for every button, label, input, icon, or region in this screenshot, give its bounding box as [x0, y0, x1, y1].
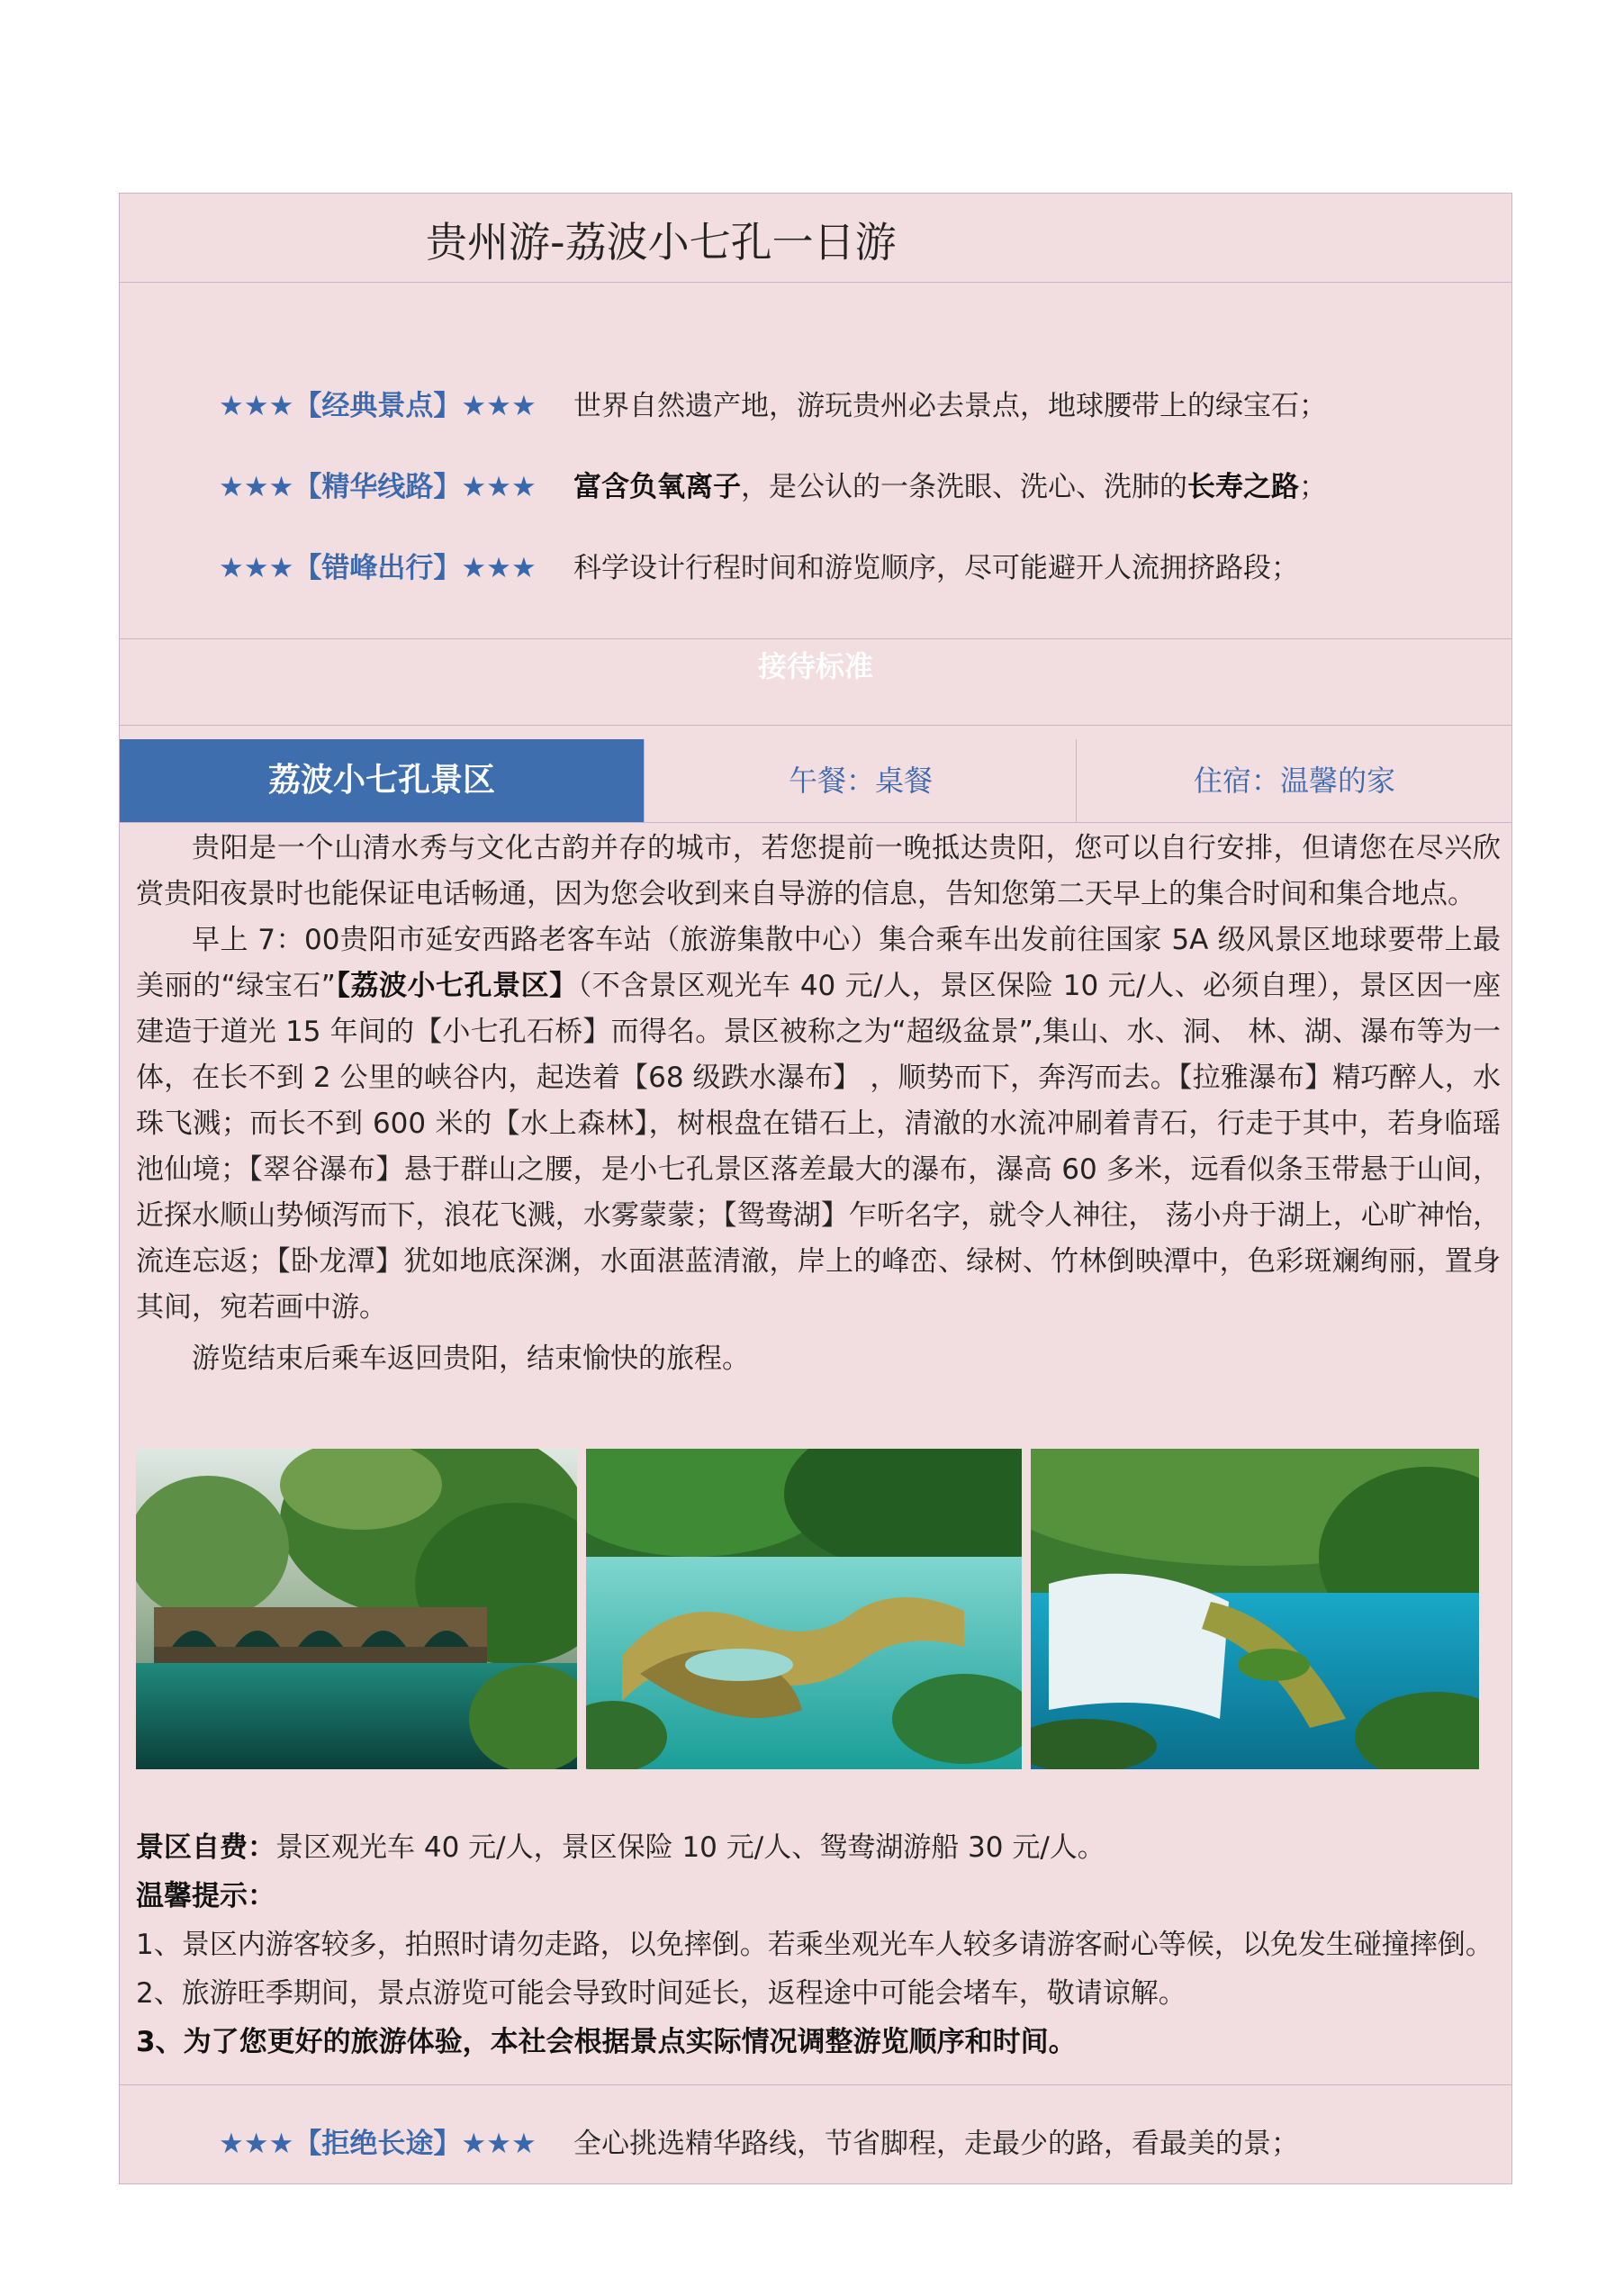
bold-phrase: 富含负氧离子 [573, 471, 741, 503]
feature-desc: 全心挑选精华路线，节省脚程，走最少的路，看最美的景； [573, 2128, 1299, 2160]
paragraph: 早上 7：00贵阳市延安西路老客车站（旅游集散中心）集合乘车出发前往国家 5A 级风景区地球要带上最美丽的“绿宝石”【荔波小七孔景区】（不含景区观光车 40 元/人，景区保险 10 元/人、必须自理），景区因一座建造于道光 15 年间的【小七孔石桥】而得名。景区被称之为“超级盆景”,集山、水、洞、 林、湖、瀑布等为一体，在长不到 2 公里的峡谷内，起迭着【68 级跌水瀑布】 ，顺势而下，奔泻而去。【拉雅瀑布】精巧醉人，水珠飞溅；而长不到 600 米的【水上森林】，树根盘在错石上，清澈的水流冲刷着青石，行走于其中，若身临瑶池仙境；【翠谷瀑布】悬于群山之腰，是小七孔景区落差最大的瀑布，瀑高 60 多米，远看似条玉带悬于山间，近探水顺山势倾泻而下，浪花飞溅，水雾蒙蒙；【鸳鸯湖】乍听名字，就令人神往， 荡小舟于湖上，心旷神怡， 流连忘返；【卧龙潭】犹如地底深渊，水面湛蓝清澈，岸上的峰峦、绿树、竹林倒映潭中，色彩斑斓绚丽，置身其间，宛若画中游。 [136, 924, 1501, 1324]
stay-cell: 住宿：温馨的家 [1076, 739, 1512, 822]
tip-item: 1、景区内游客较多，拍照时请勿走路，以免摔倒。若乘坐观光车人较多请游客耐心等候，以免发生碰撞摔倒。 [136, 1929, 1493, 1961]
standard-title: 接待标准 [757, 649, 873, 683]
feature-label: ★★★【经典景点】★★★ [219, 390, 537, 422]
feature-label: ★★★【拒绝长途】★★★ [219, 2128, 537, 2160]
divider [120, 725, 1511, 726]
waterfall-lake-photo [1031, 1449, 1479, 1769]
scenic-area-tab: 荔波小七孔景区 [120, 739, 644, 822]
bold-phrase: 【荔波小七孔景区】 [335, 970, 578, 1002]
fee-label: 景区自费： [136, 1831, 275, 1864]
stone-bridge-photo [136, 1449, 577, 1769]
cascade-photo [586, 1449, 1022, 1769]
lunch-cell: 午餐：桌餐 [644, 739, 1077, 822]
title-row [120, 194, 1511, 283]
paragraph: 贵阳是一个山清水秀与文化古韵并存的城市，若您提前一晚抵达贵阳，您可以自行安排，但请您在尽兴欣赏贵阳夜景时也能保证电话畅通，因为您会收到来自导游的信息，告知您第二天早上的集合时间和集合地点。 [136, 832, 1501, 910]
itinerary-document [119, 193, 1512, 2184]
feature-desc: 科学设计行程时间和游览顺序，尽可能避开人流拥挤路段； [573, 552, 1299, 584]
service-row [120, 739, 1511, 823]
divider [120, 2084, 1511, 2085]
paragraph: 游览结束后乘车返回贵阳，结束愉快的旅程。 [192, 1342, 750, 1375]
divider [120, 638, 1511, 639]
photo-strip [136, 1449, 1486, 1773]
fee-text: 景区观光车 40 元/人，景区保险 10 元/人、鸳鸯湖游船 30 元/人。 [275, 1831, 1105, 1864]
feature-desc: 世界自然遗产地，游玩贵州必去景点，地球腰带上的绿宝石； [573, 390, 1327, 422]
page-title: 贵州游-荔波小七孔一日游 [426, 218, 897, 267]
feature-desc: 富含负氧离子，是公认的一条洗眼、洗心、洗肺的长寿之路； [573, 471, 1327, 503]
tips-heading: 温馨提示： [136, 1880, 275, 1912]
feature-label: ★★★【精华线路】★★★ [219, 471, 537, 503]
tip-item: 2、旅游旺季期间，景点游览可能会导致时间延长，返程途中可能会堵车，敬请谅解。 [136, 1977, 1186, 2010]
bold-phrase: 长寿之路 [1187, 471, 1299, 503]
notes-section [136, 1823, 1501, 2066]
fee-line [136, 1823, 1501, 1872]
itinerary-body [136, 826, 1501, 1382]
feature-label: ★★★【错峰出行】★★★ [219, 552, 537, 584]
tip-item: 3、为了您更好的旅游体验，本社会根据景点实际情况调整游览顺序和时间。 [136, 2026, 1077, 2058]
